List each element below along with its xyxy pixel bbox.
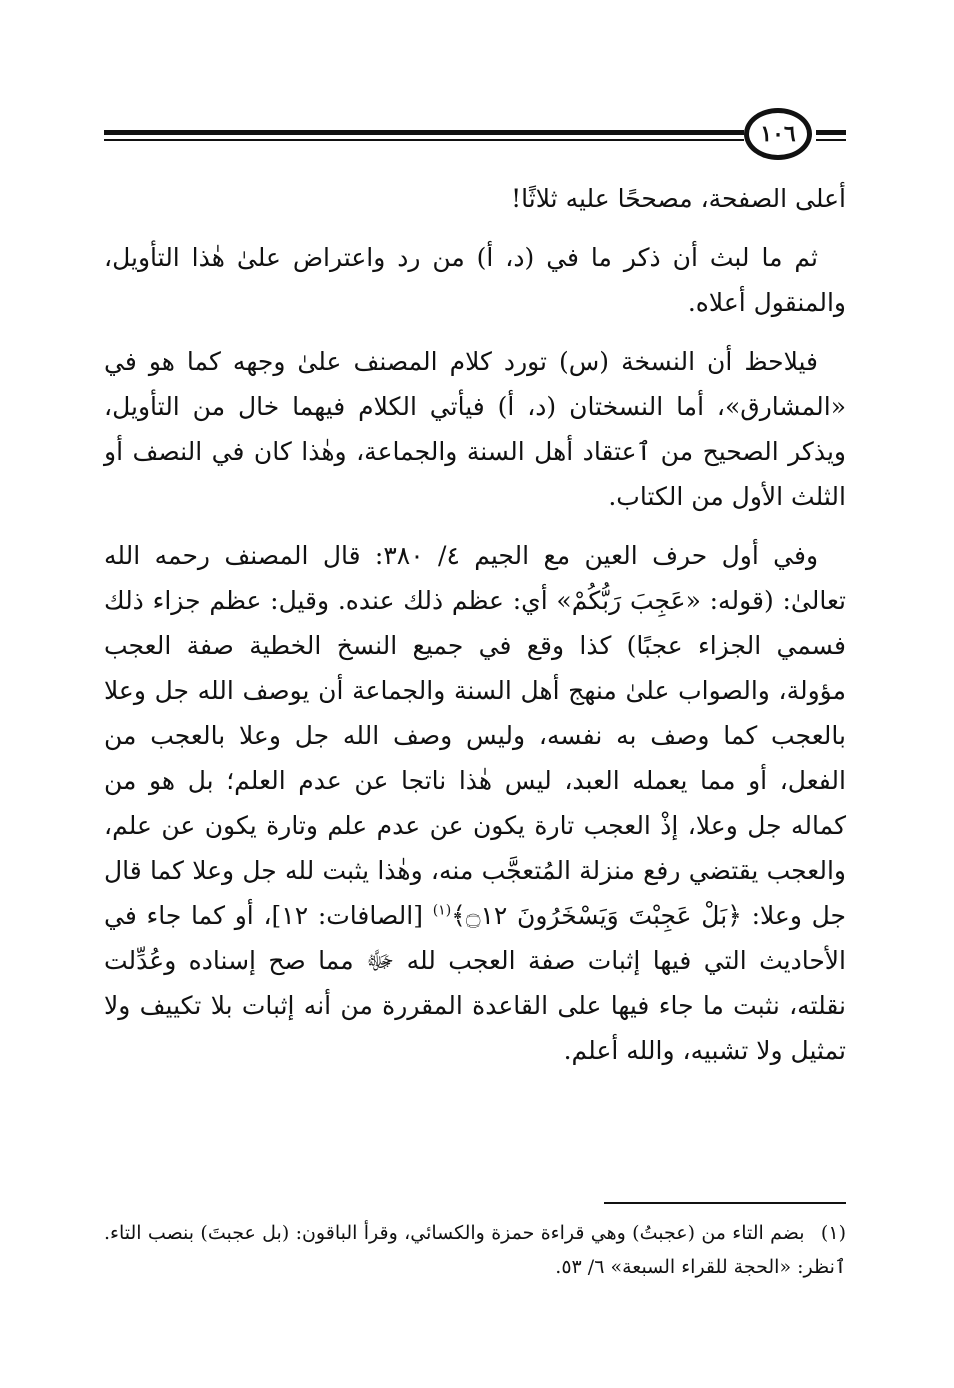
quran-verse: ﴿بَلْ عَجِبْتَ وَيَسْخَرُونَ ۝١٢﴾ (451, 901, 742, 930)
page-number: ١٠٦ (744, 108, 812, 160)
footnote-reference: (١) (432, 902, 452, 919)
footnotes (104, 1216, 846, 1284)
footnote-separator (604, 1202, 846, 1204)
footnote-item (104, 1216, 846, 1284)
page-header (104, 108, 846, 168)
header-rule-thick-right (816, 130, 846, 135)
header-rule-thin (104, 139, 744, 141)
paragraph-2: ثم ما لبث أن ذكر ما في (د، أ) من رد واعتراض علىٰ هٰذا التأويل، والمنقول أعلاه. (104, 243, 846, 317)
footnote-label: (١) (820, 1222, 846, 1244)
header-rule-thin-right (816, 139, 846, 141)
paragraph-4-text-before: وفي أول حرف العين مع الجيم ٤/ ٣٨٠: قال المصنف رحمه الله تعالىٰ: (قوله: «عَجِبَ رَبُّكُمْ» أي: عظم ذلك عنده. وقيل: عظم جزاء ذلك فسمي الجزاء عجبًا) كذا وقع في جميع النسخ الخطية صفة العجب مؤولة، والصواب علىٰ منهج أهل السنة والجماعة أن يوصف الله جل وعلا بالعجب كما وصف به نفسه، وليس وصف الله جل وعلا بالعجب من الفعل، أو مما يعمله العبد، ليس هٰذا ناتجا عن عدم العلم؛ بل هو من كماله جل وعلا، إذْ العجب تارة يكون عن عدم علم وتارة يكون عن علم، والعجب يقتضي رفع منزلة المُتعجَّب منه، وهٰذا يثبت لله جل وعلا كما قال جل وعلا: (104, 541, 847, 930)
paragraph-4 (104, 533, 846, 1073)
paragraph-4-text-after: [الصافات: ١٢]، أو كما جاء في الأحاديث التي فيها إثبات صفة العجب لله ﷻ مما صح إسناده وعُدِّلت نقلته، نثبت ما جاء فيها على القاعدة المقررة من أنه إثبات بلا تكييف ولا تمثيل ولا تشبيه، والله أعلم. (104, 901, 846, 1065)
main-text (104, 176, 846, 1087)
paragraph-3: فيلاحظ أن النسخة (س) تورد كلام المصنف علىٰ وجهه كما هو في «المشارق»، أما النسختان (د، أ) فيأتي الكلام فيهما خال من التأويل، ويذكر الصحيح من ٱعتقاد أهل السنة والجماعة، وهٰذا كان في النصف أو الثلث الأول من الكتاب. (104, 347, 846, 511)
paragraph-1: أعلى الصفحة، مصححًا عليه ثلاثًا! (511, 184, 846, 213)
header-rule-thick (104, 130, 744, 135)
footnote-text: بضم التاء من (عجبتُ) وهي قراءة حمزة والكسائي، وقرأ الباقون: (بل عجبتَ) بنصب التاء. ٱنظر: «الحجة للقراء السبعة» ٦/ ٥٣. (104, 1222, 846, 1278)
